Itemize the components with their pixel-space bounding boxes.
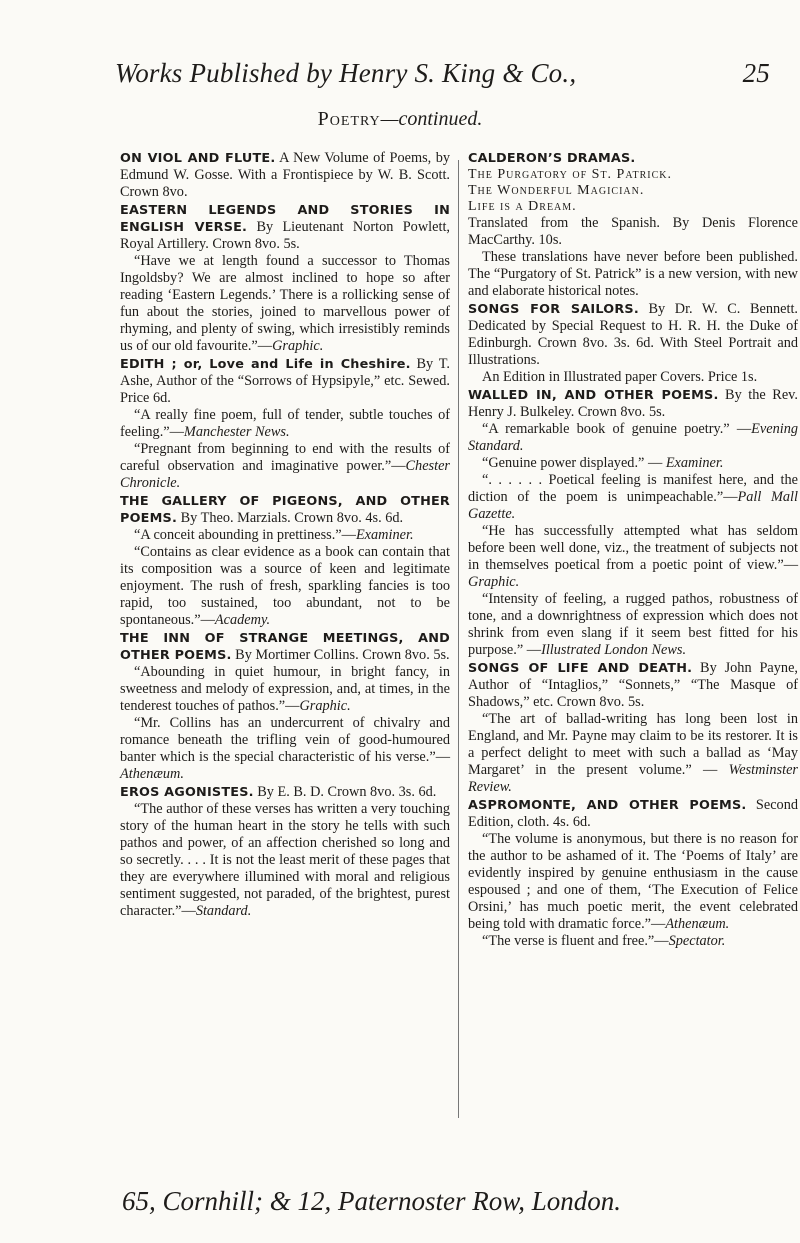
- review-source: Standard.: [195, 903, 252, 919]
- review-quote: [120, 801, 450, 920]
- review-text: These translations have never before been published. The “Purgatory of St. Patrick” is a new version, with new and elaborate historical notes.: [468, 249, 798, 299]
- review-quote: [120, 544, 450, 629]
- book-details: By E. B. D. Crown 8vo. 3s. 6d.: [253, 784, 437, 800]
- review-source: Athenæum.: [665, 916, 730, 932]
- review-source: Graphic.: [299, 698, 351, 714]
- book-entry: [120, 150, 450, 201]
- book-title: ON VIOL AND FLUTE.: [120, 151, 276, 166]
- book-entry: [120, 356, 450, 492]
- review-text: “Genuine power displayed.” —: [482, 455, 666, 471]
- book-entry: [468, 797, 798, 950]
- book-subtitle: The Purgatory of St. Patrick.: [468, 167, 672, 182]
- right-column: [468, 150, 798, 951]
- review-source: Spectator.: [668, 933, 726, 949]
- review-source: Westminster Review.: [468, 762, 798, 795]
- entry-heading: [120, 356, 450, 407]
- column-divider: [458, 160, 459, 1118]
- book-details: By Theo. Marzials. Crown 8vo. 4s. 6d.: [177, 510, 404, 526]
- review-text: “The art of ballad-writing has long been lost in England, and Mr. Payne may claim to be its restorer. It is a perfect delight to meet with such a ballad as ‘May Margaret’ in the present volume.” —: [468, 711, 798, 778]
- review-quote: [120, 664, 450, 715]
- review-text: “Contains as clear evidence as a book can contain that its composition was a source of keen and legitimate enjoyment. The rush of fresh, sparkling fancies is too rapid, too sustained, too abundant, not to be spontaneous.”—: [120, 544, 450, 628]
- page-number: 25: [742, 58, 770, 88]
- review-text: “Have we at length found a successor to Thomas Ingoldsby? We are almost inclined to hope so after reading ‘Eastern Legends.’ There is a rollicking sense of fun about the stories, joined to marvellous power of rhyming, and plenty of swing, which irresistibly reminds us of our old favourite.”—: [120, 253, 450, 354]
- section-continued: —continued.: [380, 108, 483, 130]
- publisher-address: 65, Cornhill; & 12, Paternoster Row, London.: [122, 1186, 622, 1216]
- book-details: A New Volume of Poems, by Edmund W. Gosse. With a Frontispiece by W. B. Scott. Crown 8vo.: [120, 150, 450, 200]
- review-quote: [468, 831, 798, 933]
- review-quote: [120, 527, 450, 544]
- review-quote: [468, 455, 798, 472]
- book-title: SONGS FOR SAILORS.: [468, 302, 639, 317]
- book-details: By Mortimer Collins. Crown 8vo. 5s.: [231, 647, 450, 663]
- book-details: Translated from the Spanish. By Denis Florence MacCarthy. 10s.: [468, 215, 798, 248]
- review-quote: [120, 253, 450, 355]
- review-source: Evening Standard.: [468, 421, 798, 454]
- review-source: Manchester News.: [183, 424, 290, 440]
- book-title: ASPROMONTE, AND OTHER POEMS.: [468, 798, 747, 813]
- left-column: [120, 150, 450, 921]
- review-text: “He has successfully attempted what has seldom before been well done, viz., the treatment of subjects not in themselves poetical from a poetic point of view.”—: [468, 523, 798, 573]
- review-quote: [468, 369, 798, 386]
- running-title: Works Published by Henry S. King & Co.,: [115, 58, 577, 88]
- running-head: [115, 58, 770, 89]
- book-entry: [120, 493, 450, 629]
- review-text: “Pregnant from beginning to end with the results of careful observation and imaginative power.”—: [120, 441, 450, 474]
- review-source: Graphic.: [272, 338, 324, 354]
- review-quote: [120, 407, 450, 441]
- book-title: THE GALLERY OF PIGEONS, AND OTHER POEMS.: [120, 494, 450, 526]
- review-text: “. . . . . . Poetical feeling is manifest here, and the diction of the poem is unimpeachable.”—: [468, 472, 798, 505]
- review-quote: [468, 523, 798, 591]
- book-title: EDITH ; or, Love and Life in Cheshire.: [120, 357, 411, 372]
- book-title: THE INN OF STRANGE MEETINGS, AND OTHER POEMS.: [120, 631, 450, 663]
- review-text: “Abounding in quiet humour, in bright fancy, in sweetness and melody of expression, and, at times, in the tenderest touches of pathos.”—: [120, 664, 450, 714]
- review-quote: [120, 715, 450, 783]
- entry-heading: [468, 150, 798, 249]
- entry-heading: [120, 150, 450, 201]
- book-details: Second Edition, cloth. 4s. 6d.: [468, 797, 798, 830]
- review-text: An Edition in Illustrated paper Covers. Price 1s.: [482, 369, 758, 385]
- book-title: SONGS OF LIFE AND DEATH.: [468, 661, 693, 676]
- review-source: Graphic.: [468, 574, 520, 590]
- review-source: Pall Mall Gazette.: [468, 489, 798, 522]
- book-title: WALLED IN, AND OTHER POEMS.: [468, 388, 719, 403]
- review-quote: [468, 421, 798, 455]
- entry-heading: [120, 784, 450, 801]
- review-source: Athenæum.: [120, 766, 184, 782]
- book-entry: [468, 301, 798, 386]
- book-entry: [468, 660, 798, 796]
- book-title: CALDERON’S DRAMAS.: [468, 151, 636, 166]
- book-entry: [120, 202, 450, 355]
- book-details: By Lieutenant Norton Powlett, Royal Artillery. Crown 8vo. 5s.: [120, 219, 450, 252]
- book-details: By T. Ashe, Author of the “Sorrows of Hypsipyle,” etc. Sewed. Price 6d.: [120, 356, 450, 406]
- review-quote: [468, 711, 798, 796]
- review-source: Examiner.: [665, 455, 724, 471]
- review-text: “The volume is anonymous, but there is no reason for the author to be ashamed of it. The ‘Poems of Italy’ are evidently inspired by genuine enthusiasm in the cause espoused ; and one of them, ‘The Execution of Felice Orsini,’ has much poetic merit, the event celebrated being told with dramatic force.”—: [468, 831, 798, 932]
- book-details: By John Payne, Author of “Intaglios,” “Sonnets,” “The Masque of Shadows,” etc. Crown 8vo. 5s.: [468, 660, 798, 710]
- review-quote: [468, 933, 798, 950]
- entry-heading: [120, 202, 450, 253]
- entry-heading: [120, 630, 450, 664]
- review-quote: [468, 249, 798, 300]
- book-details: By the Rev. Henry J. Bulkeley. Crown 8vo. 5s.: [468, 387, 798, 420]
- book-entry: [468, 387, 798, 659]
- book-details: By Dr. W. C. Bennett. Dedicated by Special Request to H. R. H. the Duke of Edinburgh. Crown 8vo. 3s. 6d. With Steel Portrait and Illustrations.: [468, 301, 798, 368]
- review-quote: [468, 472, 798, 523]
- review-text: “A conceit abounding in prettiness.”—: [134, 527, 356, 543]
- review-source: Academy.: [214, 612, 271, 628]
- review-quote: [468, 591, 798, 659]
- book-title: EROS AGONISTES.: [120, 785, 254, 800]
- review-text: “Intensity of feeling, a rugged pathos, robustness of tone, and a downrightness of expression which does not shrink from even slang if it seem best fitted for his purpose.” —: [468, 591, 798, 658]
- review-text: “The verse is fluent and free.”—: [482, 933, 669, 949]
- entry-heading: [468, 660, 798, 711]
- book-title: EASTERN LEGENDS AND STORIES IN ENGLISH VERSE.: [120, 203, 450, 235]
- book-subtitle: Life is a Dream.: [468, 199, 577, 214]
- entry-heading: [468, 301, 798, 369]
- review-source: Chester Chronicle.: [120, 458, 450, 491]
- section-label: Poetry: [317, 108, 381, 130]
- review-source: Examiner.: [355, 527, 414, 543]
- review-text: “The author of these verses has written a very touching story of the human heart in the story he tells with such pathos and power, of an affection cherished so long and so secretly. . . . It is not the least merit of these pages that they are everywhere illumined with moral and religious sentiment suggested, not paraded, of the brightest, purest character.”—: [120, 801, 450, 919]
- entry-heading: [468, 797, 798, 831]
- book-entry: [120, 784, 450, 920]
- entry-heading: [468, 387, 798, 421]
- book-subtitle: The Wonderful Magician.: [468, 183, 645, 198]
- review-text: “Mr. Collins has an undercurrent of chivalry and romance beneath the trifling vein of good-humoured banter which is the special characteristic of his verse.”—: [120, 715, 450, 765]
- section-heading: [0, 108, 800, 131]
- book-entry: [120, 630, 450, 783]
- review-source: Illustrated London News.: [541, 642, 687, 658]
- review-text: “A really fine poem, full of tender, subtle touches of feeling.”—: [120, 407, 450, 440]
- entry-heading: [120, 493, 450, 527]
- review-text: “A remarkable book of genuine poetry.” —: [482, 421, 752, 437]
- review-quote: [120, 441, 450, 492]
- book-entry: [468, 150, 798, 300]
